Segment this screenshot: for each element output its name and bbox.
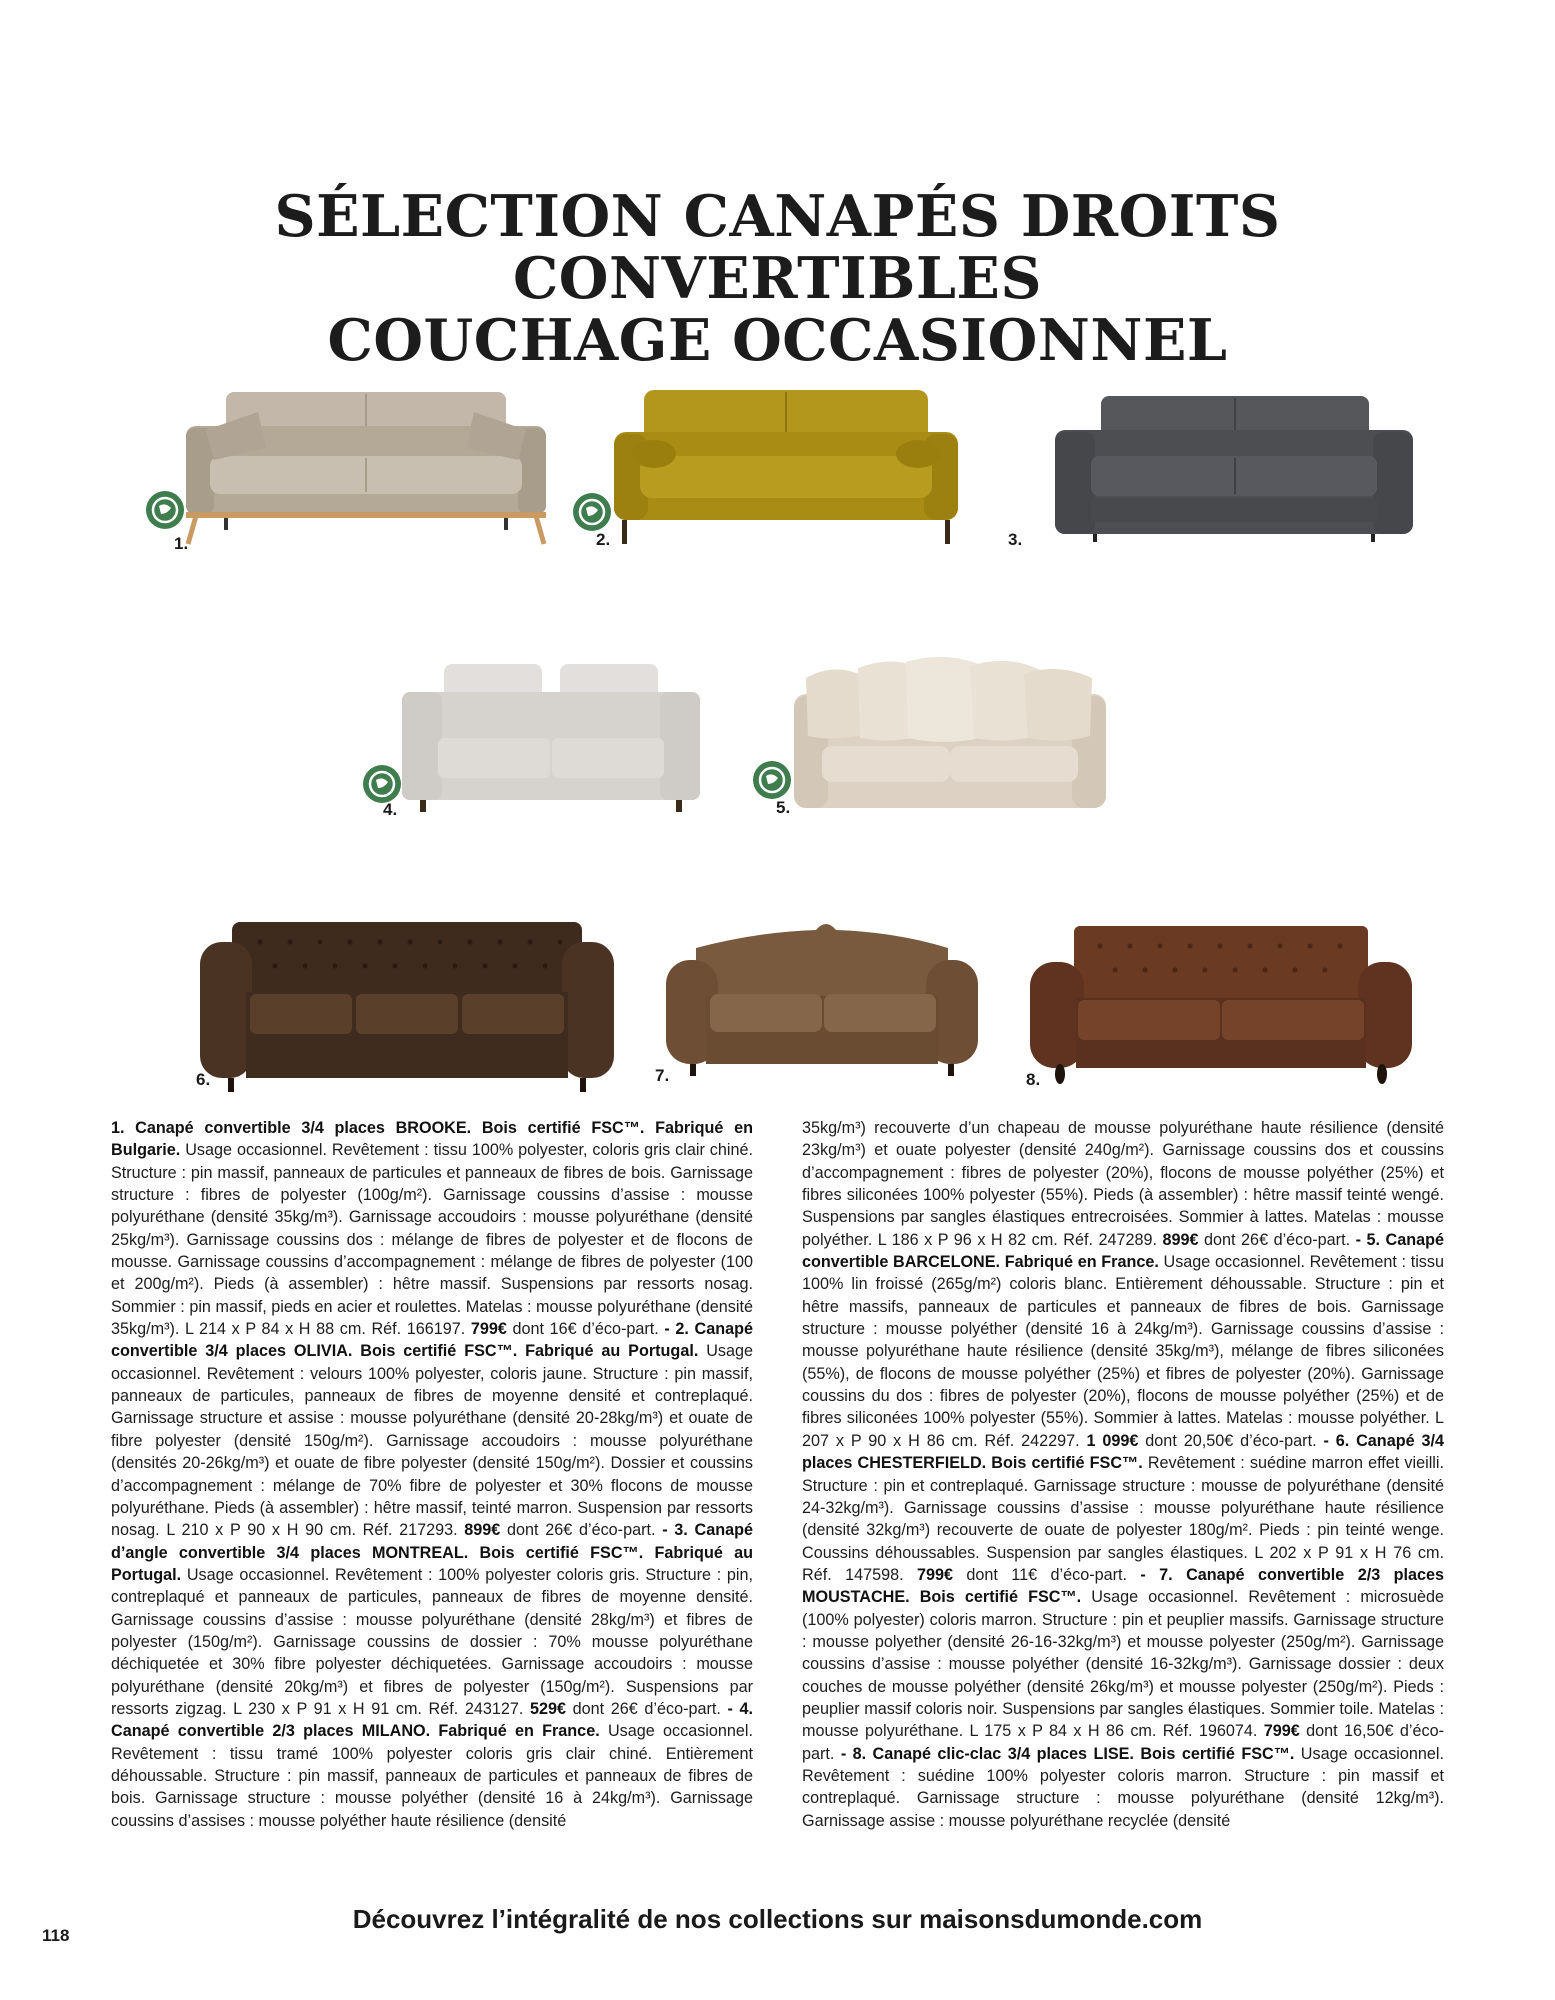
description-bold-run: 799€ <box>1263 1722 1300 1741</box>
description-text-run: Revêtement : suédine marron effet vieilli. Structure : pin et contreplaqué. Garnissage structure : mousse de polyuréthane (densité 24-32kg/m³). Garnissage coussins d’assise : mousse polyuréthane haute résilience (densité 32kg/m³) recouverte de ouate de polyester 180g/m². Pieds : pin teinté wenge. Coussins déhoussables. Suspension par sangles élastiques. L 202 x P 91 x H 76 cm. Réf. 147598. <box>802 1454 1444 1584</box>
fsc-globe-icon <box>362 764 402 804</box>
title-line-1: SÉLECTION CANAPÉS DROITS CONVERTIBLES <box>274 183 1281 312</box>
description-bold-run: - 4. Canapé convertible 2/3 places MILANO. Fabriqué en France. <box>111 1699 754 1741</box>
description-text-run: Usage occasionnel. Revêtement : tissu 100% lin froissé (265g/m²) coloris blanc. Entièrement déhoussable. Structure : pin et hêtre massifs, panneaux de particules et panneaux de fibres de bois. Garnissage structure : mousse polyéther (densité 16 à 24kg/m³). Garnissage coussins d’assise : mousse polyuréthane haute résilience (densité 35kg/m³), mélange de fibres siliconées (55%), de flocons de mousse polyéther (25%) et fibres de polyester (20%). Garnissage coussins du dos : fibres de polyester (20%), flocons de mousse polyéther (25%) et de fibres siliconées 100% polyester (55%). Sommier à lattes. Matelas : mousse polyéther. L 207 x P 90 x H 86 cm. Réf. 242297. <box>802 1253 1444 1450</box>
description-bold-run: 799€ <box>470 1320 507 1339</box>
sofa-image-5 <box>794 654 1106 814</box>
sofa-3-drawing <box>1055 394 1413 544</box>
page-number: 118 <box>42 1926 70 1945</box>
sofa-8-drawing <box>1030 924 1412 1088</box>
description-text-run: Usage occasionnel. Revêtement : tissu tramé 100% polyester coloris gris clair chiné. Entièrement déhoussable. Structure : pin massif, panneaux de particules et panneaux de fibres de bois. Garnissage structure : mousse polyéther (densité 16 à 24kg/m³). Garnissage coussins d’assises : mousse polyéther haute résilience (densité <box>111 1722 753 1830</box>
sofa-image-3 <box>1055 394 1413 544</box>
description-bold-run: 529€ <box>530 1699 567 1718</box>
sofa-7-drawing <box>666 918 978 1078</box>
description-text-run: dont 16,50€ d’éco-part. <box>802 1722 1444 1763</box>
sofa-image-1 <box>186 388 546 550</box>
description-text-run: dont 26€ d’éco-part. <box>500 1521 663 1540</box>
description-bold-run: - 7. Canapé convertible 2/3 places MOUSTACHE. Bois certifié FSC™. <box>802 1565 1444 1607</box>
page-title <box>0 183 1555 374</box>
sofa-image-7 <box>666 918 978 1078</box>
sofa-1-drawing <box>186 388 546 550</box>
product-number: 2. <box>596 530 611 549</box>
product-number: 7. <box>655 1066 670 1085</box>
description-text-run: Usage occasionnel. Revêtement : velours 100% polyester, coloris jaune. Structure : pin massif, panneaux de particules, panneaux de fibres de moyenne densité et contreplaqué. Garnissage structure et assise : mousse polyuréthane (densité 20-28kg/m³) et ouate de fibre polyester (densité 150g/m²). Garnissage accoudoirs : mousse polyuréthane (densités 20-26kg/m³) et ouate de fibre polyester (densité 150g/m²). Dossier et coussins d’accompagnement : mélange de 70% fibre de polyester et 30% flocons de mousse polyuréthane. Pieds (à assembler) : hêtre massif, teinté marron. Suspension par ressorts nosag. L 210 x P 90 x H 90 cm. Réf. 217293. <box>111 1342 753 1540</box>
fsc-globe-icon <box>572 492 612 532</box>
description-text-run: dont 20,50€ d’éco-part. <box>1138 1431 1324 1450</box>
description-bold-run: 899€ <box>464 1521 501 1540</box>
sofa-4-drawing <box>402 662 700 814</box>
description-bold-run: - 5. Canapé convertible BARCELONE. Fabriqué en France. <box>802 1230 1444 1272</box>
product-number: 5. <box>776 798 791 817</box>
product-number: 6. <box>196 1070 211 1089</box>
sofa-image-4 <box>402 662 700 814</box>
description-text-run: 35kg/m³) recouverte d’un chapeau de mousse polyuréthane haute résilience (densité 23kg/m³) et ouate polyester (densité 240g/m²). Garnissage coussins dos et coussins d’accompagnement : fibres de polyester (20%), flocons de mousse polyéther (25%) et fibres siliconées 100% polyester (55%). Pieds (à assembler) : hêtre massif teinté wengé. Suspensions par sangles élastiques entrecroisées. Sommier à lattes. Matelas : mousse polyéther. L 186 x P 96 x H 82 cm. Réf. 247289. <box>802 1119 1444 1249</box>
description-right-column <box>802 1117 1444 1832</box>
product-number: 3. <box>1008 530 1023 549</box>
sofa-image-6 <box>200 922 614 1094</box>
sofa-6-drawing <box>200 922 614 1094</box>
description-bold-run: - 2. Canapé convertible 3/4 places OLIVIA. Bois certifié FSC™. Fabriqué au Portugal. <box>111 1320 753 1361</box>
description-text-run: Usage occasionnel. Revêtement : tissu 100% polyester, coloris gris clair chiné. Structure : pin massif, panneaux de particules et panneaux de fibres de bois. Garnissage structure : fibres de polyester (100g/m²). Garnissage coussins d’assise : mousse polyuréthane (densité 35kg/m³). Garnissage accoudoirs : mousse polyuréthane (densité 25kg/m³). Garnissage coussins dos : mélange de fibres de polyester et de flocons de mousse. Garnissage coussins d’accompagnement : mélange de fibres de polyester (100 et 200g/m²). Pieds (à assembler) : hêtre massif. Suspensions par ressorts nosag. Sommier : pin massif, pieds en acier et roulettes. Matelas : mousse polyuréthane (densité 35kg/m³). L 214 x P 84 x H 88 cm. Réf. 166197. <box>111 1141 753 1339</box>
description-bold-run: 1. Canapé convertible 3/4 places BROOKE. Bois certifié FSC™. Fabriqué en Bulgarie. <box>111 1119 753 1160</box>
description-text-run: dont 16€ d’éco-part. <box>506 1320 665 1339</box>
description-text-run: dont 26€ d’éco-part. <box>566 1699 728 1718</box>
sofa-2-drawing <box>614 388 958 548</box>
description-text-run: Usage occasionnel. Revêtement : suédine 100% polyester coloris marron. Structure : pin massif et contreplaqué. Garnissage structure : mousse polyuréthane (densité 12kg/m³). Garnissage assise : mousse polyuréthane recyclée (densité <box>802 1744 1444 1830</box>
description-bold-run: 1 099€ <box>1086 1431 1139 1450</box>
description-text-run: dont 26€ d’éco-part. <box>1198 1230 1356 1249</box>
description-bold-run: - 3. Canapé d’angle convertible 3/4 places MONTREAL. Bois certifié FSC™. Fabriqué au Portugal. <box>111 1521 753 1584</box>
description-bold-run: - 6. Canapé 3/4 places CHESTERFIELD. Bois certifié FSC™. <box>802 1431 1444 1473</box>
description-bold-run: - 8. Canapé clic-clac 3/4 places LISE. Bois certifié FSC™. <box>840 1744 1295 1763</box>
product-number: 1. <box>174 534 189 553</box>
fsc-globe-icon <box>752 760 792 800</box>
sofa-image-8 <box>1030 924 1412 1088</box>
fsc-globe-icon <box>145 490 185 530</box>
description-text-run: dont 11€ d’éco-part. <box>953 1565 1141 1584</box>
description-text-run: Usage occasionnel. Revêtement : microsuède (100% polyester) coloris marron. Structure : pin et peuplier massifs. Garnissage structure : mousse polyether (densité 26-16-32kg/m³) et mousse polyester (250g/m²). Garnissage coussins d’assise : mousse polyéther (densité 16-32kg/m³). Garnissage dossier : deux couches de mousse polyéther (densité 26kg/m³) et mousse polyester (250g/m²). Pieds : peuplier massif coloris noir. Suspensions par sangles élastiques. Sommier toile. Matelas : mousse polyuréthane. L 175 x P 84 x H 86 cm. Réf. 196074. <box>802 1588 1444 1741</box>
product-number: 8. <box>1026 1070 1041 1089</box>
description-left-column <box>111 1117 753 1832</box>
title-line-2: COUCHAGE OCCASIONNEL <box>327 307 1228 374</box>
sofa-image-2 <box>614 388 958 548</box>
description-bold-run: 799€ <box>917 1565 954 1584</box>
sofa-5-drawing <box>794 654 1106 814</box>
description-text-run: Usage occasionnel. Revêtement : 100% polyester coloris gris. Structure : pin, contreplaqué et panneaux de particules, panneaux de fibres de moyenne densité. Garnissage coussins d’assise : mousse polyuréthane (densité 28kg/m³) et fibres de polyester (150g/m²). Garnissage coussins de dossier : 70% mousse polyuréthane déchiquetée et 30% fibre polyester déchiquetées. Garnissage accoudoirs : mousse polyuréthane (densité 20kg/m³) et fibres de polyester (150g/m²). Suspensions par ressorts zigzag. L 230 x P 91 x H 91 cm. Réf. 243127. <box>111 1565 753 1718</box>
footer-website-link[interactable]: Découvrez l’intégralité de nos collections sur maisonsdumonde.com <box>352 1904 1203 1934</box>
description-bold-run: 899€ <box>1162 1230 1199 1249</box>
product-number: 4. <box>383 800 398 819</box>
